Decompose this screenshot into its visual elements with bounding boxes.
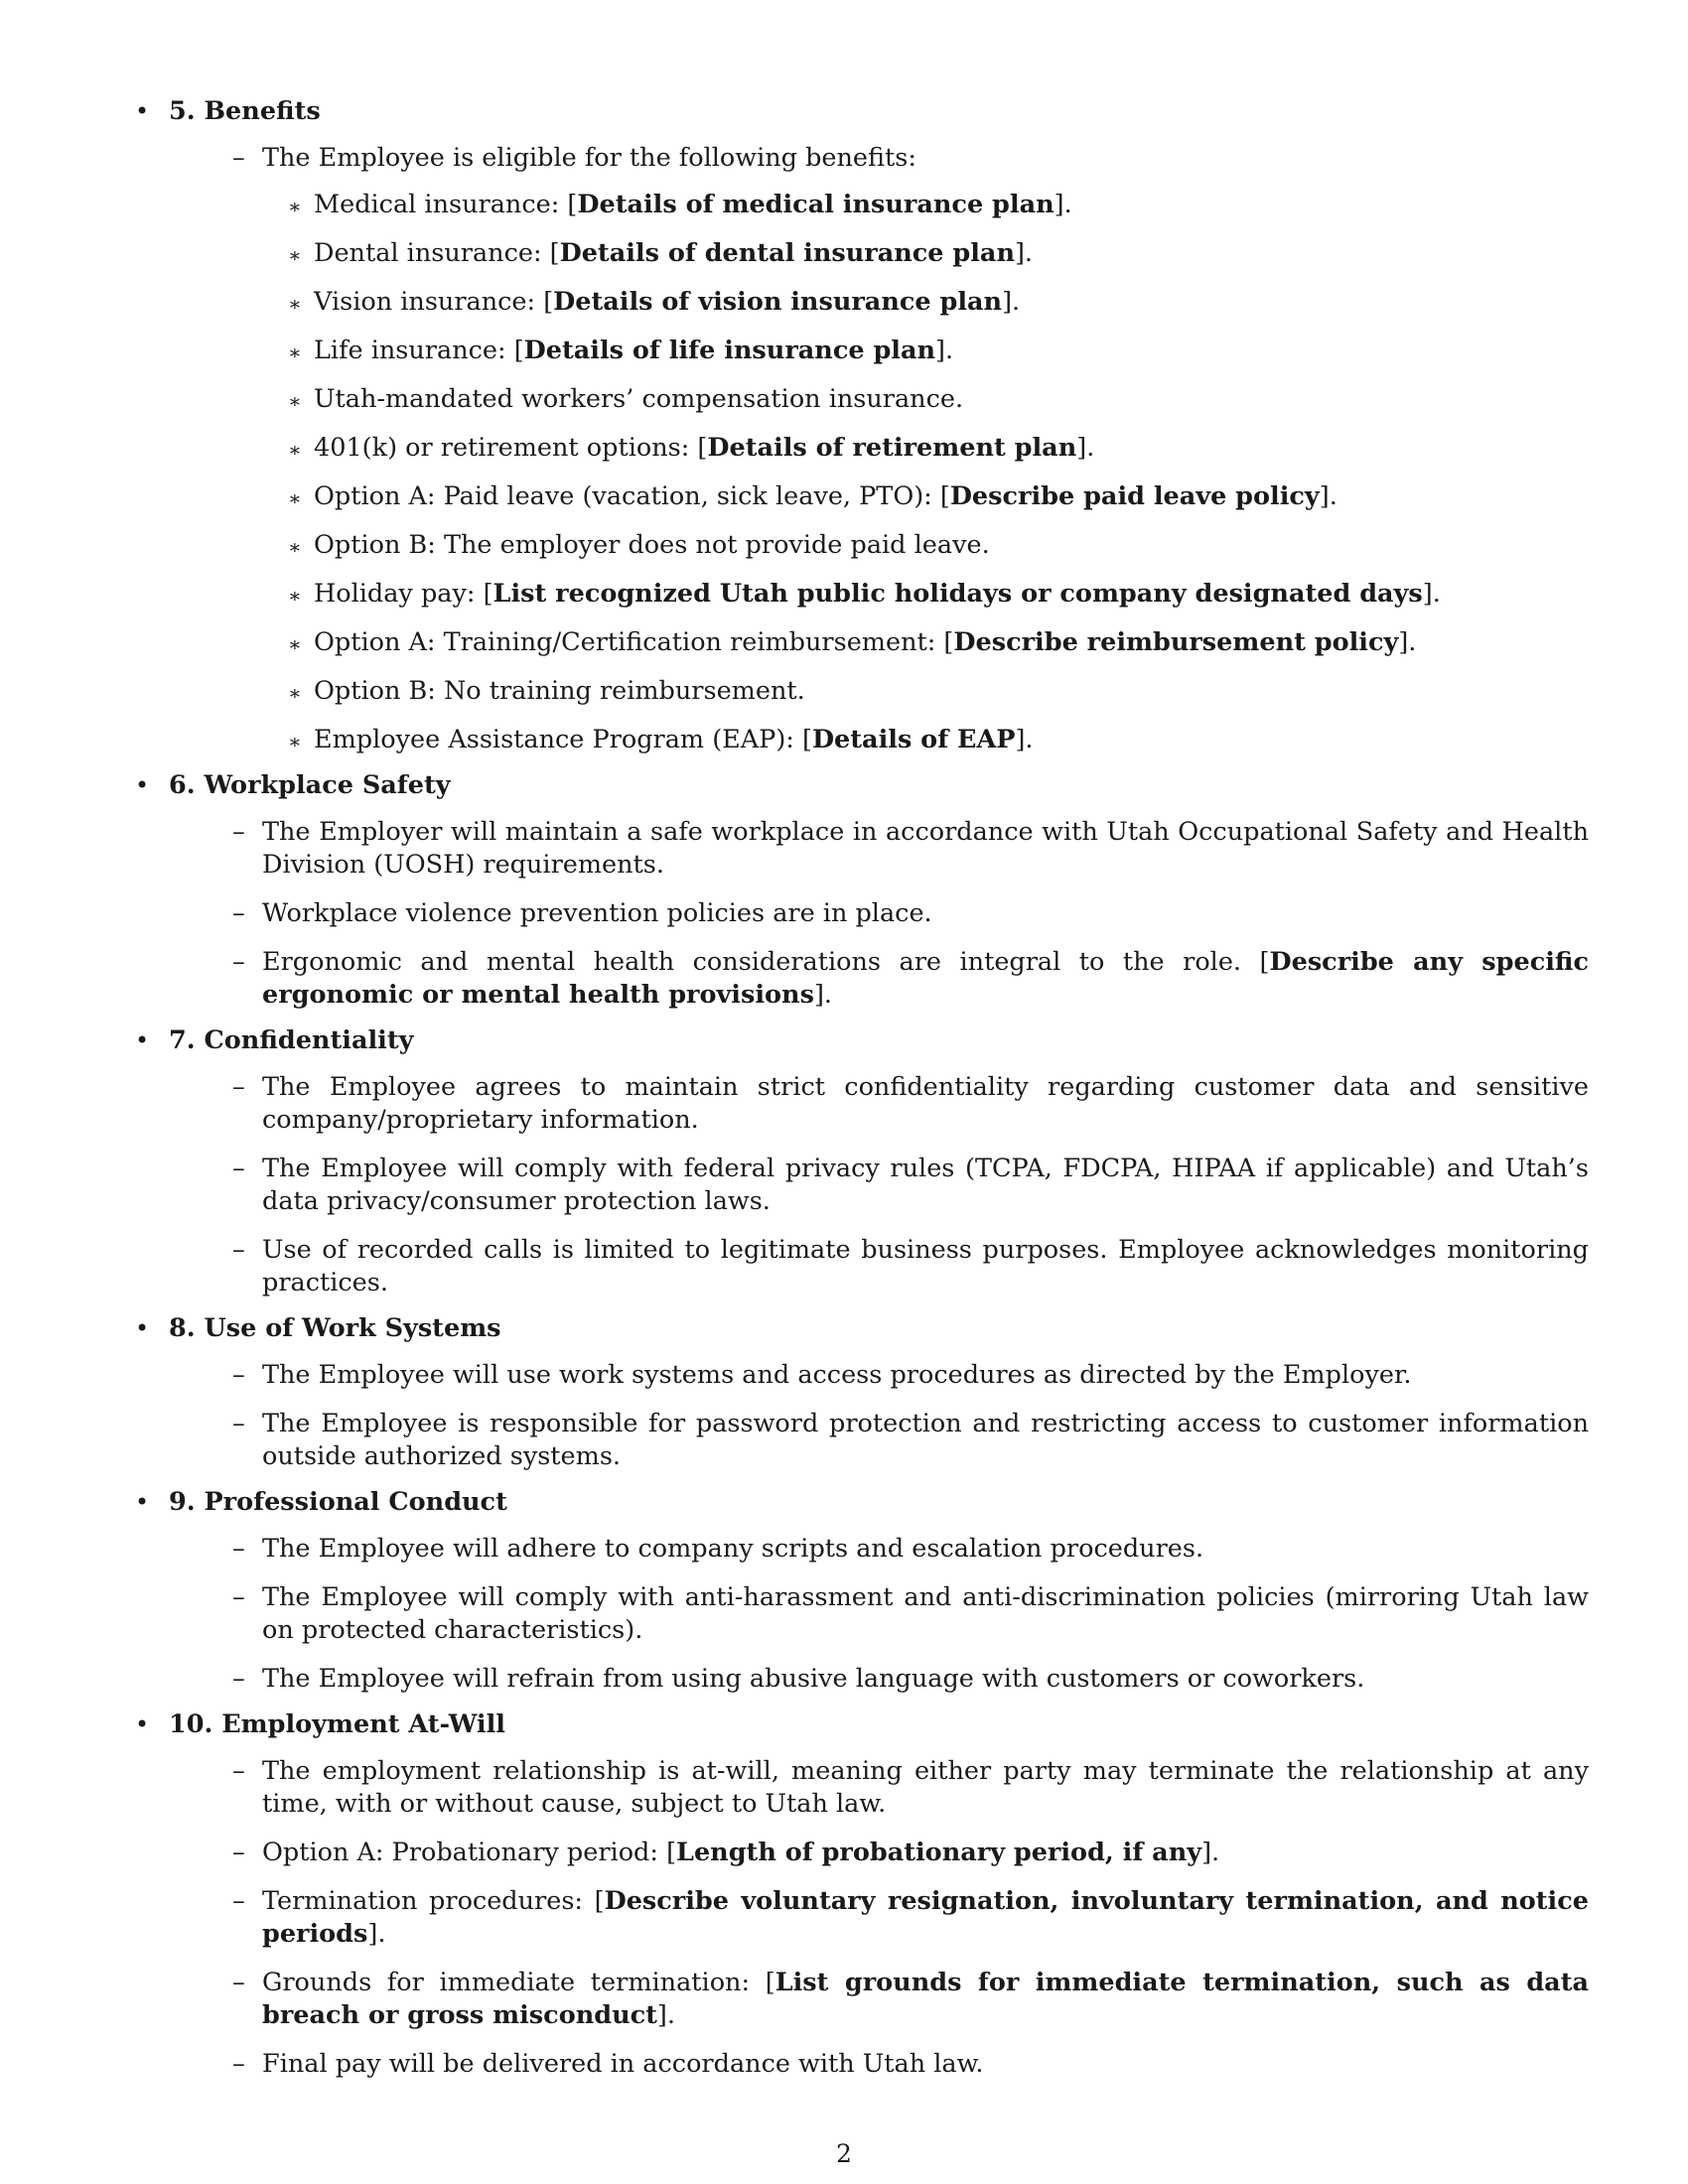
dash-icon: – [232,1664,245,1694]
dash-icon: – [232,1072,245,1102]
dash-icon: – [232,1886,245,1916]
bullet-icon: • [135,1710,150,1738]
section-work-systems [135,1312,1589,1473]
asterisk-icon: ∗ [288,243,302,267]
dash-icon: – [232,1154,245,1183]
asterisk-icon: ∗ [288,681,302,705]
bullet-icon: • [135,1314,150,1342]
bullet-icon: • [135,771,150,799]
bullet-icon: • [135,1488,150,1516]
benefit-item: ∗ Utah-mandated workers’ compensation insurance. [262,383,1589,416]
dash-list [169,1533,1589,1696]
benefit-item: ∗ Dental insurance: [Details of dental insurance plan]. [262,237,1589,270]
dash-icon: – [232,1534,245,1564]
benefit-item: ∗ Life insurance: [Details of life insurance plan]. [262,335,1589,367]
dash-icon: – [232,1360,245,1390]
benefit-item: ∗ Holiday pay: [List recognized Utah public holidays or company designated days]. [262,578,1589,611]
asterisk-icon: ∗ [288,632,302,656]
dash-list [169,816,1589,1012]
list-item: – The Employee agrees to maintain strict confidentiality regarding customer data and sensitive company/proprietary information. [232,1072,1589,1135]
dash-icon: – [232,817,245,847]
dash-list [169,1755,1589,2081]
dash-list [169,1071,1589,1299]
dash-icon: – [232,2049,245,2079]
document-body [135,95,1589,2081]
benefits-list [262,189,1589,756]
list-item: – The Employee will use work systems and access procedures as directed by the Employer. [232,1360,1412,1390]
section-confidentiality [135,1024,1589,1299]
section-professional-conduct [135,1486,1589,1696]
page-number: 2 [836,2139,852,2168]
list-item: – Use of recorded calls is limited to legitimate business purposes. Employee acknowledges monitoring practices. [232,1235,1589,1297]
list-item: – Option A: Probationary period: [Length of probationary period, if any]. [232,1838,1220,1867]
benefit-item: ∗ Medical insurance: [Details of medical insurance plan]. [262,189,1589,221]
dash-icon: – [232,143,245,173]
dash-icon: – [232,947,245,977]
section-title: 7. Confidentiality [169,1025,414,1055]
asterisk-icon: ∗ [288,195,302,218]
asterisk-icon: ∗ [288,292,302,316]
section-title: 10. Employment At-Will [169,1709,505,1739]
dash-icon: – [232,1409,245,1438]
section-employment-at-will [135,1708,1589,2081]
list-item: – The Employee will adhere to company scripts and escalation procedures. [232,1534,1204,1564]
dash-icon: – [232,1968,245,1997]
benefit-item: ∗ Option A: Training/Certification reimbursement: [Describe reimbursement policy]. [262,626,1589,659]
benefit-item: ∗ Employee Assistance Program (EAP): [Details of EAP]. [262,724,1589,756]
bullet-icon: • [135,97,150,125]
section-title: 6. Workplace Safety [169,770,451,800]
dash-icon: – [232,1756,245,1786]
benefit-item: ∗ Option B: No training reimbursement. [262,675,1589,708]
dash-list [169,142,1589,756]
dash-icon: – [232,1235,245,1265]
list-item: – Final pay will be delivered in accordance with Utah law. [232,2049,984,2079]
list-item: – The Employee is responsible for password protection and restricting access to customer information outside authorized systems. [232,1409,1589,1471]
list-item: – Ergonomic and mental health considerations are integral to the role. [Describe any specific ergonomic or mental health provisions]. [232,947,1589,1010]
dash-icon: – [232,898,245,928]
section-title: 9. Professional Conduct [169,1487,507,1517]
list-item: – The Employee will refrain from using abusive language with customers or coworkers. [232,1664,1365,1694]
list-item: – The Employee will comply with federal privacy rules (TCPA, FDCPA, HIPAA if applicable) and Utah’s data privacy/consumer protection laws. [232,1154,1589,1216]
section-workplace-safety [135,769,1589,1012]
item-text: The Employee is eligible for the following benefits: [262,143,916,173]
section-benefits [135,95,1589,756]
asterisk-icon: ∗ [288,389,302,413]
asterisk-icon: ∗ [288,535,302,559]
benefit-item: ∗ Option B: The employer does not provide paid leave. [262,529,1589,562]
list-item [169,142,1589,756]
dash-icon: – [232,1838,245,1867]
benefit-item: ∗ Option A: Paid leave (vacation, sick leave, PTO): [Describe paid leave policy]. [262,480,1589,513]
list-item: – The Employee will comply with anti-harassment and anti-discrimination policies (mirroring Utah law on protected characteristics). [232,1582,1589,1645]
bullet-icon: • [135,1026,150,1054]
list-item: – Termination procedures: [Describe voluntary resignation, involuntary termination, and notice periods]. [232,1886,1589,1949]
list-item: – The employment relationship is at-will, meaning either party may terminate the relationship at any time, with or without cause, subject to Utah law. [232,1756,1589,1819]
asterisk-icon: ∗ [288,584,302,608]
dash-list [169,1359,1589,1473]
list-item: – The Employer will maintain a safe workplace in accordance with Utah Occupational Safety and Health Division (UOSH) requirements. [232,817,1589,880]
benefit-item: ∗ Vision insurance: [Details of vision insurance plan]. [262,286,1589,319]
benefit-item: ∗ 401(k) or retirement options: [Details of retirement plan]. [262,432,1589,465]
asterisk-icon: ∗ [288,341,302,364]
list-item: – Grounds for immediate termination: [List grounds for immediate termination, such as data breach or gross misconduct]. [232,1968,1589,2030]
asterisk-icon: ∗ [288,730,302,753]
asterisk-icon: ∗ [288,438,302,462]
section-title: 8. Use of Work Systems [169,1313,501,1343]
dash-icon: – [232,1582,245,1612]
section-title: 5. Benefits [169,96,321,126]
list-item: – Workplace violence prevention policies are in place. [232,898,932,928]
asterisk-icon: ∗ [288,486,302,510]
